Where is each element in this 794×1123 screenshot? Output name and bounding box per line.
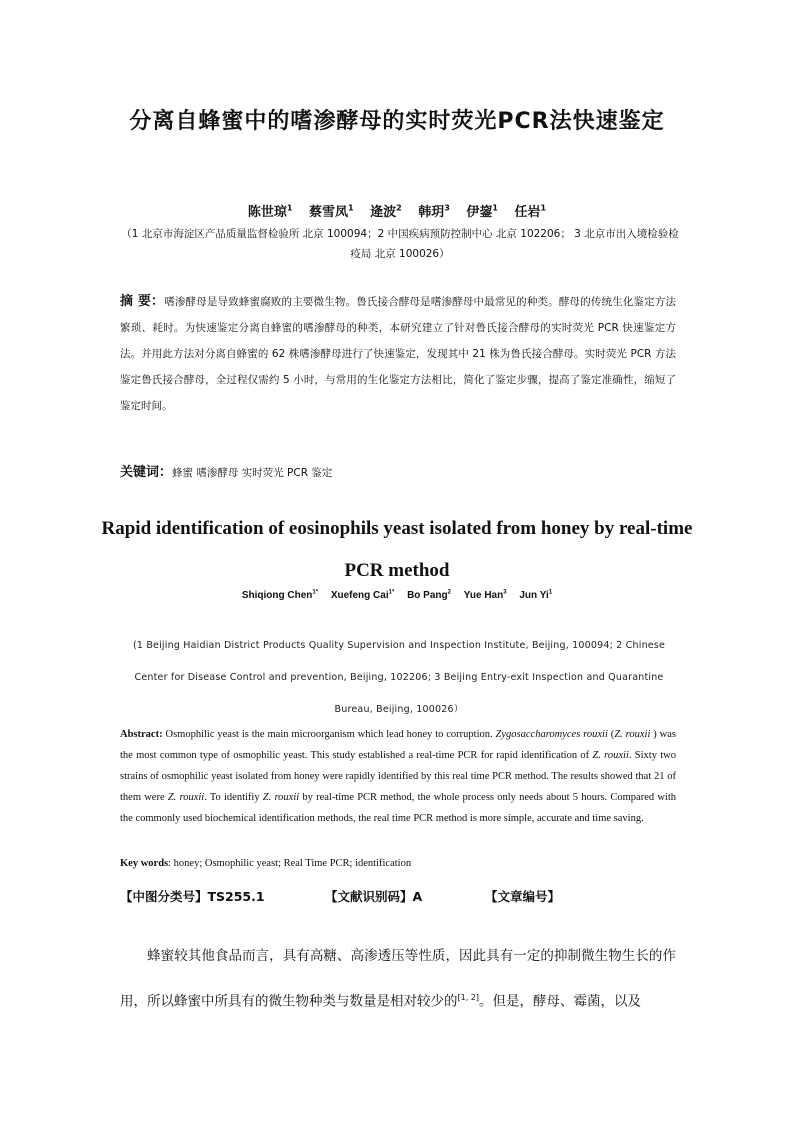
- abstract-en-label: Abstract:: [120, 729, 163, 740]
- affiliations-cn: （1 北京市海淀区产品质量监督检验所 北京 100094；2 中国疾病预防控制中心 北京 102206； 3 北京市出入境检验检疫局 北京 100026）: [121, 228, 679, 260]
- clc-number: 【中图分类号】TS255.1: [120, 889, 265, 904]
- author-en: Yue Han$^3$: [463, 590, 507, 602]
- author-cn: 伊鋆$^1$: [466, 203, 498, 220]
- author-cn: 蔡雪凤$^1$: [309, 203, 354, 220]
- keywords-en: [120, 858, 676, 869]
- body-paragraph: 蜂蜜较其他食品而言，具有高糖、高渗透压等性质，因此具有一定的抑制微生物生长的作用，所以蜂蜜中所具有的微生物种类与数量是相对较少的[1, 2]。但是，酵母、霉菌，以及: [120, 948, 676, 1010]
- author-cn: 逄波$^2$: [370, 203, 402, 220]
- author-en: Xuefeng Cai$^{1*}$: [330, 590, 395, 602]
- abstract-cn: [120, 289, 676, 419]
- authors-cn: [0, 201, 794, 220]
- keywords-en-label: Key words: [120, 858, 169, 869]
- species-name: Zygosaccharomyces rouxii: [495, 729, 608, 740]
- affiliations-en: (1 Beijing Haidian District Products Quality Supervision and Inspection Institute, Beijing, 100094; 2 Chinese Center for Disease Control and prevention, Beijing, 102206; 3 Beijing Entry-exit Inspection and Quarantine Bureau, Beijing, 100026）: [132, 640, 666, 715]
- species-abbr: Z. rouxii: [592, 750, 629, 761]
- citation: [1, 2]: [457, 993, 480, 1002]
- abstract-en: Abstract: Osmophilic yeast is the main microorganism which lead honey to corruption. Zygosaccharomyces rouxii (Z. rouxii ) was the most common type of osmophilic yeast. This study established a real-time PCR for rapid identification of Z. rouxii. Sixty two strains of osmophilic yeast isolated from honey were rapidly identified by this real time PCR method. The results showed that 21 of them were Z. rouxii. To identifiy Z. rouxii by real-time PCR method, the whole process only needs about 5 hours. Compared with the commonly used biochemical identification methods, the real time PCR method is more simple, accurate and time saving.: [120, 729, 677, 824]
- authors-en: [0, 590, 794, 601]
- author-en: Shiqiong Chen$^{1*}$: [241, 590, 319, 602]
- author-cn: 陈世琼$^1$: [247, 203, 293, 220]
- title-cn: 分离自蜂蜜中的嗜渗酵母的实时荧光PCR法快速鉴定: [129, 109, 665, 134]
- author-en: Bo Pang$^2$: [407, 590, 451, 602]
- species-abbr: Z. rouxii: [167, 792, 205, 803]
- abstract-cn-label: 摘 要：: [120, 294, 165, 309]
- author-cn: 任岩$^1$: [514, 203, 547, 220]
- author-cn: 韩玥$^3$: [418, 203, 450, 220]
- keywords-cn: [120, 461, 676, 480]
- keywords-cn-text: 蜂蜜 嗜渗酵母 实时荧光 PCR 鉴定: [172, 467, 333, 479]
- title-en: Rapid identification of eosinophils yeast isolated from honey by real-time PCR method: [101, 518, 693, 581]
- article-number: 【文章编号】: [485, 889, 561, 904]
- abstract-cn-text: 嗜渗酵母是导致蜂蜜腐败的主要微生物。鲁氏接合酵母是嗜渗酵母中最常见的种类。酵母的传统生化鉴定方法繁琐、耗时。为快速鉴定分离自蜂蜜的嗜渗酵母的种类，本研究建立了针对鲁氏接合酵母的实时荧光 PCR 快速鉴定方法。并用此方法对分离自蜂蜜的 62 株嗜渗酵母进行了快速鉴定，发现其中 21 株为鲁氏接合酵母。实时荧光 PCR 方法鉴定鲁氏接合酵母，全过程仅需约 5 小时，与常用的生化鉴定方法相比，简化了鉴定步骤，提高了鉴定准确性，缩短了鉴定时间。: [120, 296, 677, 412]
- author-en: Jun Yi$^1$: [519, 590, 553, 602]
- species-abbr: Z. rouxii: [262, 792, 300, 803]
- keywords-cn-label: 关键词：: [120, 465, 173, 480]
- document-code: 【文献识别码】A: [325, 889, 423, 904]
- species-abbr: Z. rouxii: [614, 729, 651, 740]
- keywords-en-text: : honey; Osmophilic yeast; Real Time PCR; identification: [168, 858, 412, 869]
